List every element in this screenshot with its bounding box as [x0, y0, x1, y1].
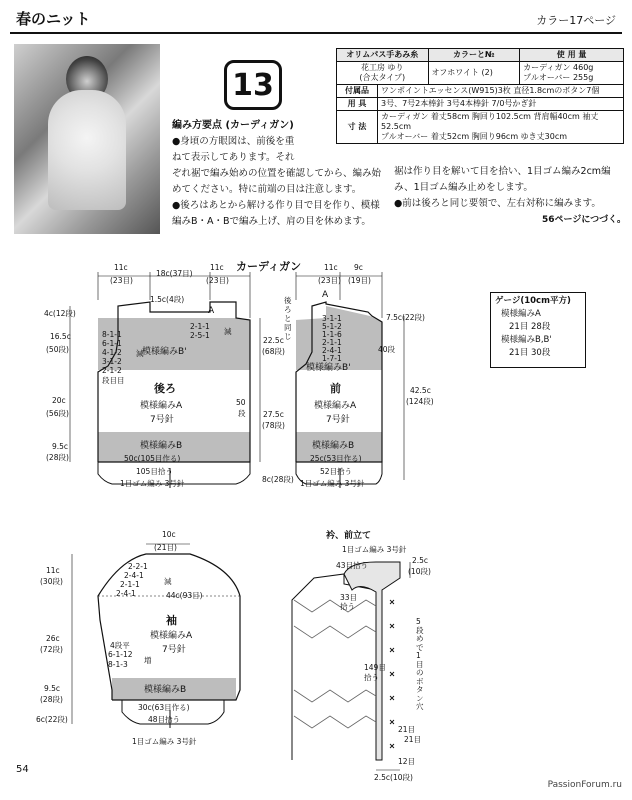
front-pattern-a: 模様編みA — [314, 401, 357, 411]
amount-pullover: プルオーバー 255g — [523, 73, 594, 82]
zigzag-line — [294, 626, 376, 638]
instruction-line: 裾は作り目を解いて目を拾い、1目ゴム編み2cm編 — [394, 166, 611, 177]
back-top-width: (23目) — [206, 276, 229, 285]
page-number: 54 — [16, 764, 29, 775]
sleeve-inc: 4段平 — [110, 641, 130, 650]
gauge-row1-values: 21目 28段 — [509, 322, 551, 332]
front-neck-dec: 1-1-6 — [322, 330, 342, 339]
sleeve-left-dim: 9.5c — [44, 684, 61, 693]
collar-pick-side: 33目 — [340, 593, 358, 602]
instruction-line: ぞれ裾で編み始めの位置を確認してから、編み始 — [172, 168, 382, 179]
instruction-line: ●後ろはあとから解ける作り目で目を作り、模様 — [172, 200, 380, 211]
size-cardigan-name: カーディガン — [381, 112, 429, 121]
sleeve-bottom-width: 30c(63目作る) — [138, 703, 190, 712]
sleeve-left-dim: 26c — [46, 634, 60, 643]
back-top-width: 11c — [210, 263, 224, 272]
back-decrease-mark: 減 — [136, 349, 144, 358]
front-neck-dec: 3-1-1 — [322, 314, 342, 323]
front-top-width: 9c — [354, 263, 363, 272]
buttonhole-char: 目 — [416, 659, 424, 669]
accessories-value: ワンポイントエッセンス(W915)3枚 直径1.8cmのボタン7個 — [378, 85, 624, 98]
buttonhole-char: 1 — [416, 651, 421, 660]
front-needle: 7号針 — [326, 415, 350, 425]
buttonhole-char: 5 — [416, 617, 421, 626]
back-left-dim: 20c — [52, 396, 66, 405]
sleeve-cap-dec: 2-4-1 — [124, 571, 144, 580]
collar-width-rows: (10段) — [408, 567, 431, 576]
sleeve-left-dim: (30段) — [40, 577, 63, 586]
size-cardigan: 着丈58cm 胸回り102.5cm 背肩幅40cm 袖丈52.5cm — [381, 112, 599, 131]
back-left-dim: 4c(12段) — [44, 309, 76, 318]
instruction-line: めてください。特に前端の目は注意します。 — [172, 184, 362, 195]
back-decrease: 8-1-1 — [102, 330, 122, 339]
spec-color-value: オフホワイト (2) — [428, 62, 520, 85]
page-title: 春のニット — [16, 10, 91, 28]
front-neck-dec: 2-4-1 — [322, 346, 342, 355]
front-right-dim: 42.5c — [410, 386, 431, 395]
sleeve-cap-dec: 2-1-1 — [120, 580, 140, 589]
instruction-line: ●前は後ろと同じ要領で、左右対称に編みます。 — [394, 198, 601, 209]
sleeve-inc: 6-1-12 — [108, 650, 133, 659]
front-neck-dec: 5-1-2 — [322, 322, 342, 331]
sleeve-inc: 8-1-3 — [108, 660, 128, 669]
front-ribbing-dim: 8c(28段) — [262, 475, 294, 484]
buttonhole-char: で — [416, 642, 424, 652]
color-page-ref: カラー17ページ — [536, 14, 616, 27]
tools-value: 3号、7号2本棒針 3号4本棒針 7/0号かぎ針 — [378, 98, 624, 111]
sleeve-pattern-a: 模様編みA — [150, 631, 193, 641]
spec-color-header: カラーと№ — [428, 49, 520, 62]
cardigan-title: カーディガン — [236, 260, 302, 273]
front-right-dim: 40段 — [378, 345, 396, 354]
back-decrease: 4-1-2 — [102, 348, 122, 357]
front-neck-dec: 2-1-1 — [322, 338, 342, 347]
back-point-a: A — [208, 306, 215, 316]
gauge-row2-values: 21目 30段 — [509, 348, 551, 358]
back-bottom-pick: 105目拾う — [136, 467, 173, 476]
back-right-dim: 22.5c — [263, 336, 284, 345]
gauge-row2-label: 模様編みB,B' — [501, 335, 552, 345]
instructions-title: 編み方要点 (カーディガン) — [172, 120, 294, 131]
back-hold-note: 段目目 — [102, 376, 125, 385]
buttonhole-marks — [390, 600, 394, 748]
buttonhole-char: 段 — [416, 625, 424, 635]
pattern-number: 13 — [224, 60, 282, 110]
buttonhole-char: タ — [416, 685, 424, 694]
back-pattern-b: 模様編みB — [140, 441, 183, 451]
back-left-dim: 9.5c — [52, 442, 69, 451]
front-title: 前 — [330, 382, 341, 395]
size-pullover: 着丈52cm 胸回り96cm ゆき丈30cm — [430, 132, 568, 141]
back-top-width: 18c(37目) — [156, 269, 193, 278]
buttonhole-char: め — [416, 634, 424, 643]
instruction-line: み、1目ゴム編み止めをします。 — [394, 182, 533, 193]
sleeve-top-width: 10c — [162, 530, 176, 539]
sleeve-left-dim: 6c(22段) — [36, 715, 68, 724]
front-pattern-b2-label: 模様編みB' — [306, 363, 351, 373]
back-pattern-a: 模様編みA — [140, 401, 183, 411]
sleeve-needle: 7号針 — [162, 645, 186, 655]
back-pattern-b2-label: 模様編みB' — [142, 347, 187, 357]
instruction-line: ねて表示してあります。それ — [172, 152, 295, 163]
buttonhole-char: 穴 — [416, 702, 424, 711]
sleeve-top-sts: (21目) — [154, 543, 177, 552]
back-decrease: 6-1-1 — [102, 339, 122, 348]
sleeve-left-dim: 11c — [46, 566, 60, 575]
sleeve-ribbing-label: 1目ゴム編み 3号針 — [132, 737, 197, 746]
back-shoulder-mark: 減 — [224, 327, 232, 336]
back-top-width: (23目) — [110, 276, 133, 285]
zigzag-line — [294, 600, 376, 612]
back-ribbing-label: 1目ゴム編み 3号針 — [120, 479, 185, 488]
back-right-dim: (68段) — [262, 347, 285, 356]
back-decrease: 3-1-2 — [102, 357, 122, 366]
front-top-width: (23目) — [318, 276, 341, 285]
collar-stitch-count: 21目 — [404, 735, 422, 744]
front-pattern-b: 模様編みB — [312, 441, 355, 451]
collar-width-top: 2.5c — [412, 556, 429, 565]
yarn-name: 花工房 ゆり — [360, 63, 404, 72]
amount-cardigan: カーディガン 460g — [523, 63, 594, 72]
gauge-title: ゲージ(10cm平方) — [495, 296, 571, 306]
sleeve-cap-width: 44c(93目) — [166, 591, 203, 600]
back-top-width: 11c — [114, 263, 128, 272]
back-left-dim: (56段) — [46, 409, 69, 418]
sleeve-cap-dec: 2-4-1 — [116, 589, 136, 598]
instruction-line: 編みB・A・Bで編み上げ、肩の目を休めます。 — [172, 216, 371, 227]
collar-bottom-count: 12目 — [398, 757, 416, 766]
back-right-dim: 27.5c — [263, 410, 284, 419]
yarn-type: (合太タイプ) — [359, 73, 406, 82]
accessories-label: 付属品 — [337, 85, 378, 98]
collar-pick-front2: 拾う — [364, 673, 379, 682]
front-right-dim: (124段) — [406, 397, 434, 406]
sleeve-cap-mark: 減 — [164, 577, 172, 586]
front-right-dim: 7.5c(22段) — [386, 313, 425, 322]
buttonhole-note — [416, 618, 424, 712]
collar-stitch-x: 21目 — [398, 725, 416, 734]
front-side-note: 後ろと同じ — [284, 296, 292, 341]
sleeve-title: 袖 — [166, 614, 177, 627]
sleeve-left-dim: (28段) — [40, 695, 63, 704]
back-left-dim: (28段) — [46, 453, 69, 462]
back-bottom-width: 50c(105目作る) — [124, 454, 181, 463]
front-ribbing-label: 1目ゴム編み 3号針 — [300, 479, 365, 488]
front-bottom-width: 25c(53目作る) — [310, 454, 362, 463]
sleeve-left-dim: (72段) — [40, 645, 63, 654]
back-decrease: 2-1-2 — [102, 366, 122, 375]
buttonhole-char: ボ — [416, 676, 424, 686]
zigzag-line — [294, 716, 376, 728]
back-right-dim: (78段) — [262, 421, 285, 430]
spec-yarn-header: オリムパス手あみ糸 — [337, 49, 429, 62]
collar-bottom-width: 2.5c(10段) — [374, 773, 413, 782]
instruction-line: ●身頃の方眼図は、前後を重 — [172, 136, 295, 147]
collar-title: 衿、前立て — [326, 531, 372, 541]
front-neck-dec: 1-7-1 — [322, 354, 342, 363]
back-left-dim: (50段) — [46, 345, 69, 354]
sleeve-bottom-pick: 48目拾う — [148, 715, 181, 724]
front-bottom-pick: 52目拾う — [320, 467, 353, 476]
back-title: 後ろ — [154, 382, 176, 395]
size-pullover-name: プルオーバー — [381, 132, 429, 141]
back-needle: 7号針 — [150, 415, 174, 425]
collar-pick-front: 149目 — [364, 663, 386, 672]
back-right-dim: 50 — [236, 398, 246, 407]
front-top-width: (19目) — [348, 276, 371, 285]
collar-pick-top: 43目拾う — [336, 561, 369, 570]
buttonhole-char: の — [416, 668, 424, 677]
back-neck-depth: 1.5c(4段) — [150, 295, 185, 304]
front-point-a: A — [322, 290, 329, 300]
back-right-dim: 段 — [238, 409, 246, 418]
size-label: 寸 法 — [337, 111, 378, 144]
collar-ribbing: 1目ゴム編み 3号針 — [342, 545, 407, 554]
front-top-width: 11c — [324, 263, 338, 272]
zigzag-line — [294, 690, 376, 702]
gauge-row1-label: 模様編みA — [501, 309, 541, 319]
sleeve-cap-dec: 2-2-1 — [128, 562, 148, 571]
sleeve-inc-mark: 増 — [144, 656, 152, 665]
back-shoulder-dec: 2-5-1 — [190, 331, 210, 340]
spec-amount-header: 使 用 量 — [520, 49, 624, 62]
back-left-dim: 16.5c — [50, 332, 71, 341]
watermark-text: PassionForum.ru — [547, 780, 622, 790]
continued-note: 56ページにつづく。 — [542, 215, 626, 225]
back-shoulder-dec: 2-1-1 — [190, 322, 210, 331]
buttonhole-char: ン — [416, 693, 424, 703]
collar-pick-side2: 拾う — [340, 602, 355, 611]
tools-label: 用 具 — [337, 98, 378, 111]
sleeve-pattern-b: 模様編みB — [144, 685, 187, 695]
